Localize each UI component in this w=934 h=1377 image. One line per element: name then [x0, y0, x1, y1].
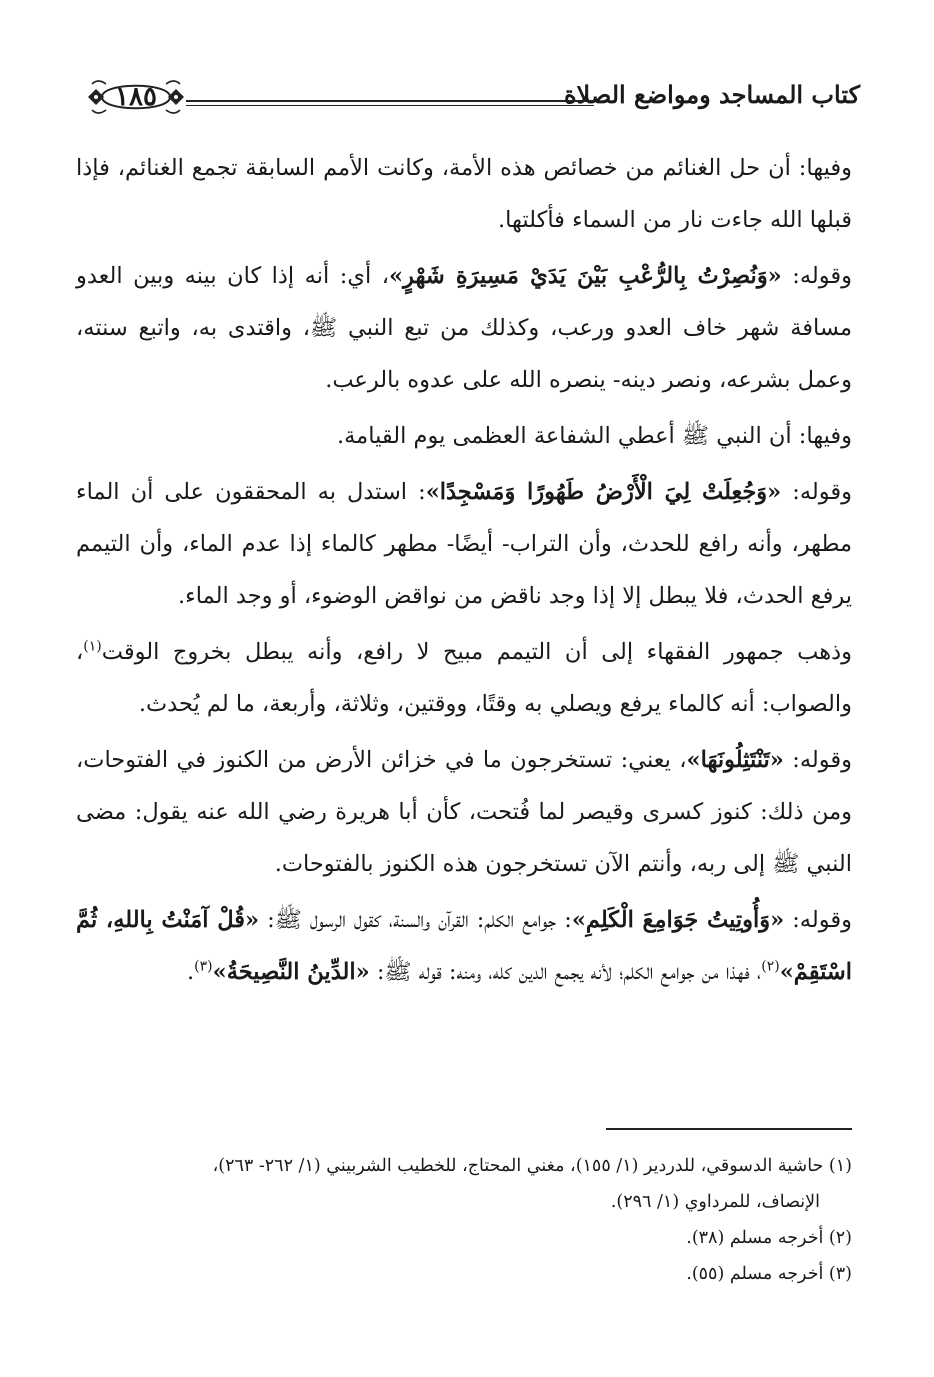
paragraph-4 — [76, 466, 852, 622]
hadith-quote: «الدِّينُ النَّصِيحَةُ» — [212, 959, 370, 985]
paragraph-7 — [76, 894, 852, 998]
paragraph-lead: وقوله: — [784, 907, 852, 933]
paragraph-text: ، والصواب: أنه كالماء يرفع ويصلي به وقتًا، ووقتين، وثلاثة، وأربعة، ما لم يُحدث. — [76, 639, 852, 717]
paragraph-text: وفيها: أن حل الغنائم من خصائص هذه الأمة، وكانت الأمم السابقة تجمع الغنائم، فإذا قبلها الله جاءت نار من السماء فأكلتها. — [76, 155, 852, 233]
footnote-ref: (٢) — [761, 958, 780, 975]
main-text — [76, 142, 852, 998]
paragraph-lead: وقوله: — [783, 747, 852, 773]
paragraph-text: : جوامع الكلم: القرآن والسنة، كقول الرسول ﷺ: — [259, 907, 572, 933]
hadith-quote: «وَنُصِرْتُ بِالرُّعْبِ بَيْنَ يَدَيْ مَسِيرَةِ شَهْرٍ» — [388, 263, 782, 289]
page-header — [76, 66, 860, 126]
paragraph-text: وذهب جمهور الفقهاء إلى أن التيمم مبيح لا رافع، وأنه يبطل بخروج الوقت — [101, 639, 852, 665]
footnote-text: الإنصاف، للمرداوي (١/ ٢٩٦). — [610, 1192, 820, 1212]
footnote-text: (١) حاشية الدسوقي، للدردير (١/ ١٥٥)، مغني المحتاج، للخطيب الشربيني (١/ ٢٦٢- ٢٦٣)، — [212, 1156, 852, 1176]
hadith-quote: «تَنْتَثِلُونَهَا» — [686, 747, 784, 773]
header-rule — [186, 100, 594, 102]
page-number: ١٨٥ — [115, 82, 157, 112]
paragraph-text: ، فهذا من جوامع الكلم؛ لأنه يجمع الدين كله، ومنه: قوله ﷺ: — [369, 959, 762, 985]
paragraph-lead: وقوله: — [781, 479, 852, 505]
paragraph-text: ، أي: أنه إذا كان بينه وبين العدو مسافة شهر خاف العدو ورعب، وكذلك من تبع النبي ﷺ، واقتدى به، واتبع سنته، وعمل بشرعه، ونصر دينه- ينصره الله على عدوه بالرعب. — [76, 263, 852, 393]
hadith-quote: «وَجُعِلَتْ لِيَ الْأَرْضُ طَهُورًا وَمَسْجِدًا» — [425, 479, 782, 505]
page-number-ornament — [84, 74, 188, 120]
chapter-title: كتاب المساجد ومواضع الصلاة — [563, 80, 860, 109]
footnote-text: (٣) أخرجه مسلم (٥٥). — [686, 1264, 852, 1284]
footnote-text: (٢) أخرجه مسلم (٣٨). — [686, 1228, 852, 1248]
footnote-1-continuation — [76, 1184, 852, 1220]
paragraph-end: . — [187, 959, 195, 985]
paragraph-3 — [76, 410, 852, 462]
hadith-quote: «قُلْ آمَنْتُ بِاللهِ، ثُمَّ اسْتَقِمْ» — [76, 907, 852, 985]
paragraph-1 — [76, 142, 852, 246]
footnote-separator — [606, 1128, 852, 1130]
footnote-2 — [76, 1220, 852, 1256]
footnotes — [76, 1148, 852, 1292]
paragraph-lead: وقوله: — [781, 263, 852, 289]
footnote-ref: (٣) — [194, 958, 213, 975]
paragraph-text: ، يعني: تستخرجون ما في خزائن الأرض من الكنوز في الفتوحات، ومن ذلك: كنوز كسرى وقيصر لما فُتحت، كأن أبا هريرة رضي الله عنه يقول: مضى النبي ﷺ إلى ربه، وأنتم الآن تستخرجون هذه الكنوز بالفتوحات. — [76, 747, 852, 877]
footnote-ref: (١) — [83, 638, 102, 655]
footnote-1 — [76, 1148, 852, 1184]
hadith-quote: «وَأُوتِيتُ جَوَامِعَ الْكَلِمِ» — [571, 907, 785, 933]
paragraph-5 — [76, 626, 852, 730]
paragraph-text: : استدل به المحققون على أن الماء مطهر، وأنه رافع للحدث، وأن التراب- أيضًا- مطهر كالماء إذا عدم الماء، وأن التيمم يرفع الحدث، فلا يبطل إلا إذا وجد ناقض من نواقض الوضوء، أو وجد الماء. — [76, 479, 852, 609]
paragraph-2 — [76, 250, 852, 406]
footnote-3 — [76, 1256, 852, 1292]
paragraph-text: وفيها: أن النبي ﷺ أعطي الشفاعة العظمى يوم القيامة. — [336, 423, 852, 449]
paragraph-6 — [76, 734, 852, 890]
